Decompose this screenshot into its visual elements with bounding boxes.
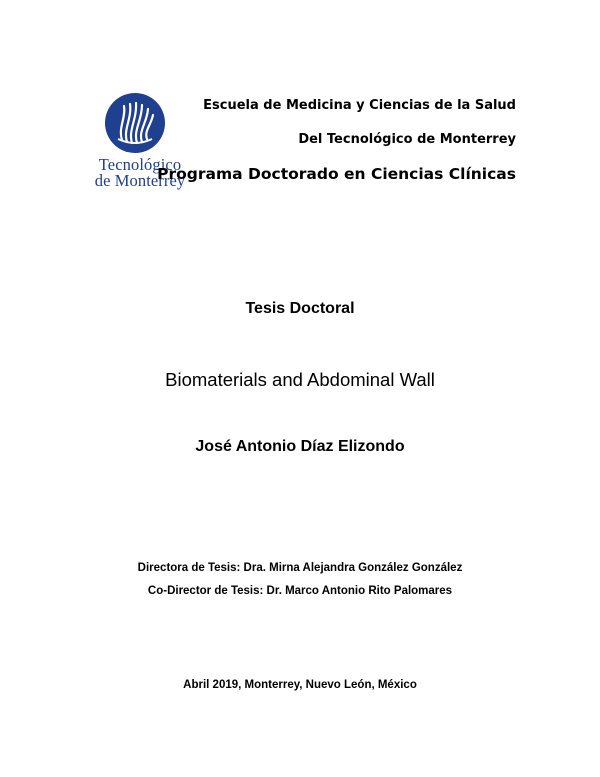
document-type: Tesis Doctoral	[245, 300, 355, 317]
logo-wordmark-line2: de Monterrey	[94, 171, 186, 190]
thesis-co-director: Co-Director de Tesis: Dr. Marco Antonio Rito Palomares	[147, 585, 453, 597]
thesis-director: Directora de Tesis: Dra. Mirna Alejandra González González	[137, 562, 463, 574]
thesis-title: Biomaterials and Abdominal Wall	[165, 369, 435, 390]
program-name: Programa Doctorado en Ciencias Clínicas	[157, 165, 516, 183]
logo-wordmark-line1: Tecnológico	[98, 155, 182, 174]
university-name: Del Tecnológico de Monterrey	[298, 132, 516, 147]
school-name: Escuela de Medicina y Ciencias de la Salud	[203, 98, 516, 113]
flame-emblem-icon	[104, 92, 166, 154]
date-place: Abril 2019, Monterrey, Nuevo León, México	[183, 679, 417, 691]
author-name: José Antonio Díaz Elizondo	[195, 438, 405, 455]
